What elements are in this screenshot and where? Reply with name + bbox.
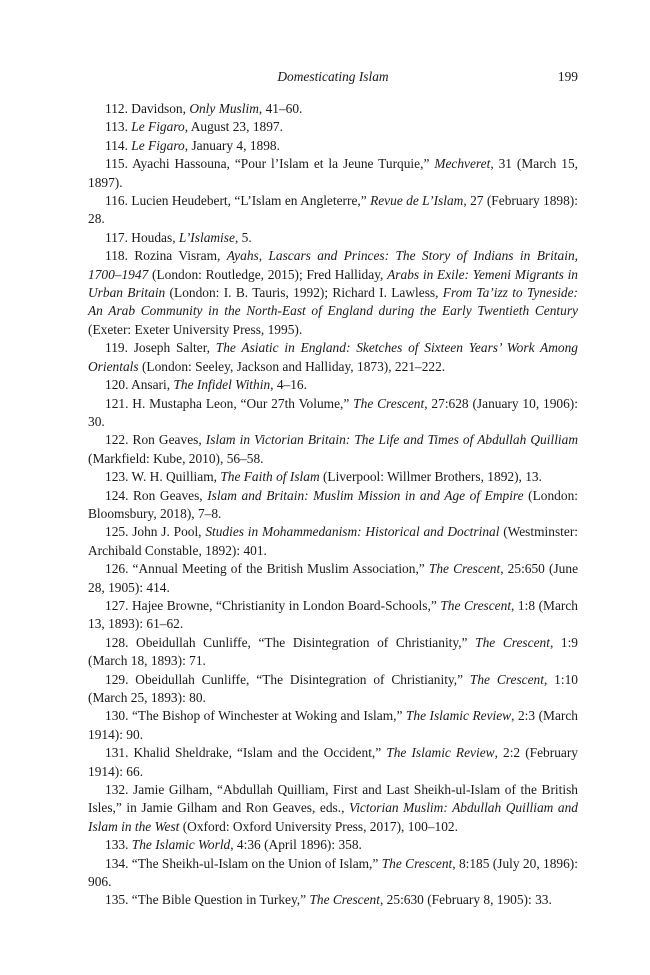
endnote-text: , 27:628 (January 10, 1906): 30. — [88, 395, 578, 429]
page-header — [88, 68, 578, 86]
endnote-text: 116. Lucien Heudebert, “L’Islam en Angleterre,” — [105, 193, 371, 209]
endnote-text: 128. Obeidullah Cunliffe, “The Disintegration of Christianity,” — [105, 634, 476, 650]
endnote — [88, 118, 578, 136]
endnote — [88, 523, 578, 560]
endnote-text: 115. Ayachi Hassouna, “Pour l’Islam et la Jeune Turquie,” — [105, 156, 435, 172]
endnote-text: , 1:8 (March 13, 1893): 61–62. — [88, 597, 578, 632]
endnote — [88, 137, 578, 155]
endnote — [88, 155, 578, 192]
endnote-title: The Crescent — [381, 855, 453, 871]
endnote-text: 133. — [105, 837, 132, 853]
endnote-title: L’Islamise — [178, 229, 235, 245]
endnote — [88, 192, 578, 229]
endnote — [88, 339, 578, 376]
endnote-title: Only Muslim — [189, 101, 259, 116]
endnote-text: 132. Jamie Gilham, “Abdullah Quilliam, First and Last Sheikh-ul-Islam of the British Isles,” in Jamie Gilham and Ron Geaves, eds., — [88, 782, 578, 816]
endnote-text: , 25:650 (June 28, 1905): 414. — [88, 561, 579, 595]
endnote — [88, 671, 578, 708]
endnote — [88, 836, 578, 854]
endnote — [88, 100, 578, 118]
endnote-text: (Liverpool: Willmer Brothers, 1892), 13. — [319, 469, 542, 485]
endnote-title: Ayahs, Lascars and Princes: The Story of Indians in Britain, 1700–1947 — [88, 248, 578, 282]
endnote — [88, 229, 578, 247]
endnote-text: 119. Joseph Salter, — [105, 340, 216, 356]
endnote-text: , 31 (March 15, 1897). — [88, 156, 578, 190]
endnote-title: The Crescent — [309, 892, 380, 908]
endnote-title: The Crescent — [353, 395, 425, 411]
endnote-title: The Crescent — [440, 597, 512, 613]
endnote — [88, 247, 578, 339]
endnote-title: Arabs in Exile: Yemeni Migrants in Urban Britain — [88, 266, 578, 301]
endnote-text: , August 23, 1897. — [184, 119, 283, 135]
endnote-text: 126. “Annual Meeting of the British Muslim Association,” — [105, 561, 429, 577]
endnote-title: Le Figaro — [131, 137, 185, 153]
endnote-text: 129. Obeidullah Cunliffe, “The Disintegration of Christianity,” — [105, 671, 470, 687]
endnote-text: 123. W. H. Quilliam, — [105, 469, 221, 485]
endnote-text: 130. “The Bishop of Winchester at Woking and Islam,” — [105, 708, 406, 724]
endnote — [88, 707, 578, 744]
endnote-title: Mechveret — [434, 156, 491, 172]
endnote-text: 113. — [105, 119, 132, 135]
endnote — [88, 634, 578, 671]
endnote-text: , 41–60. — [258, 101, 303, 116]
endnote-title: The Crescent — [428, 561, 501, 577]
endnote-title: The Islamic World — [131, 837, 231, 853]
endnote-text: , 25:630 (February 8, 1905): 33. — [379, 892, 552, 908]
endnote-text: 125. John J. Pool, — [105, 524, 206, 540]
endnote-text: 121. H. Mustapha Leon, “Our 27th Volume,” — [105, 395, 354, 411]
endnote-text: 112. Davidson, — [105, 101, 190, 116]
endnote-text: , January 4, 1898. — [184, 137, 280, 153]
endnote — [88, 395, 578, 432]
endnote-title: The Crescent — [469, 671, 544, 687]
endnote-text: , 5. — [234, 229, 252, 245]
endnote-text: 120. Ansari, — [105, 377, 174, 393]
endnote-text: (London: Seeley, Jackson and Halliday, 1873), 221–222. — [138, 358, 446, 374]
endnote-text: 131. Khalid Sheldrake, “Islam and the Occident,” — [105, 745, 387, 761]
endnote — [88, 781, 578, 836]
endnote-title: Islam and Britain: Muslim Mission in and Age of Empire — [207, 487, 524, 503]
endnote — [88, 560, 578, 597]
endnote-title: From Ta’izz to Tyneside: An Arab Community in the North-East of England during the Early Twentieth Century — [88, 285, 579, 319]
endnote-text: 114. — [105, 137, 132, 153]
endnote-text: 122. Ron Geaves, — [105, 432, 206, 448]
endnote-title: Studies in Mohammedanism: Historical and Doctrinal — [205, 524, 500, 540]
endnote-text: , 2:2 (February 1914): 66. — [88, 745, 578, 779]
endnote — [88, 855, 578, 892]
endnote-text: (Markfield: Kube, 2010), 56–58. — [88, 450, 264, 466]
endnote — [88, 487, 578, 524]
endnote-text: , 1:10 (March 25, 1893): 80. — [88, 671, 578, 705]
endnote — [88, 468, 578, 486]
endnote-text: , 2:3 (March 1914): 90. — [88, 708, 578, 742]
endnote-text: , 27 (February 1898): 28. — [88, 193, 578, 227]
page-number: 199 — [557, 69, 578, 84]
endnote-title: Victorian Muslim: Abdullah Quilliam and Islam in the West — [88, 800, 578, 834]
endnote — [88, 744, 578, 781]
endnote-text: 134. “The Sheikh-ul-Islam on the Union of Islam,” — [105, 855, 382, 871]
endnote-title: The Crescent — [475, 634, 550, 650]
endnote-text: (London: Routledge, 2015); Fred Halliday, — [148, 266, 388, 282]
endnotes-list — [88, 100, 578, 910]
endnote-text: 135. “The Bible Question in Turkey,” — [105, 892, 310, 908]
endnote-text: , 8:185 (July 20, 1896): 906. — [88, 855, 578, 890]
endnote — [88, 597, 578, 634]
running-head: Domesticating Islam — [277, 69, 389, 84]
endnote-text: 127. Hajee Browne, “Christianity in London Board-Schools,” — [105, 597, 441, 613]
endnote-text: , 4:36 (April 1896): 358. — [230, 837, 362, 853]
endnote-title: Islam in Victorian Britain: The Life and Times of Abdullah Quilliam — [205, 432, 579, 448]
endnote-title: The Faith of Islam — [220, 469, 320, 485]
endnote-title: Revue de L’Islam — [370, 193, 464, 209]
endnote-title: The Asiatic in England: Sketches of Sixteen Years’ Work Among Orientals — [88, 340, 578, 374]
endnote-title: The Infidel Within — [173, 377, 271, 393]
endnote-text: (London: I. B. Tauris, 1992); Richard I. Lawless, — [165, 285, 443, 301]
endnote-text: , 1:9 (March 18, 1893): 71. — [88, 634, 579, 669]
endnote-text: (Oxford: Oxford University Press, 2017), 100–102. — [179, 818, 458, 834]
endnote-title: The Islamic Review — [405, 708, 512, 724]
endnote-text: 124. Ron Geaves, — [105, 487, 208, 503]
endnote-text: (London: Bloomsbury, 2018), 7–8. — [88, 487, 578, 521]
endnote-text: 117. Houdas, — [105, 229, 179, 245]
endnote-text: (Westminster: Archibald Constable, 1892): 401. — [88, 524, 578, 558]
endnote — [88, 431, 578, 468]
endnote-title: The Islamic Review — [386, 745, 495, 761]
endnote-text: 118. Rozina Visram, — [105, 248, 227, 264]
endnote-text: , 4–16. — [270, 377, 307, 393]
endnote-title: Le Figaro — [131, 119, 185, 135]
endnote — [88, 376, 578, 394]
endnote-text: (Exeter: Exeter University Press, 1995). — [88, 321, 303, 337]
endnote — [88, 891, 578, 909]
